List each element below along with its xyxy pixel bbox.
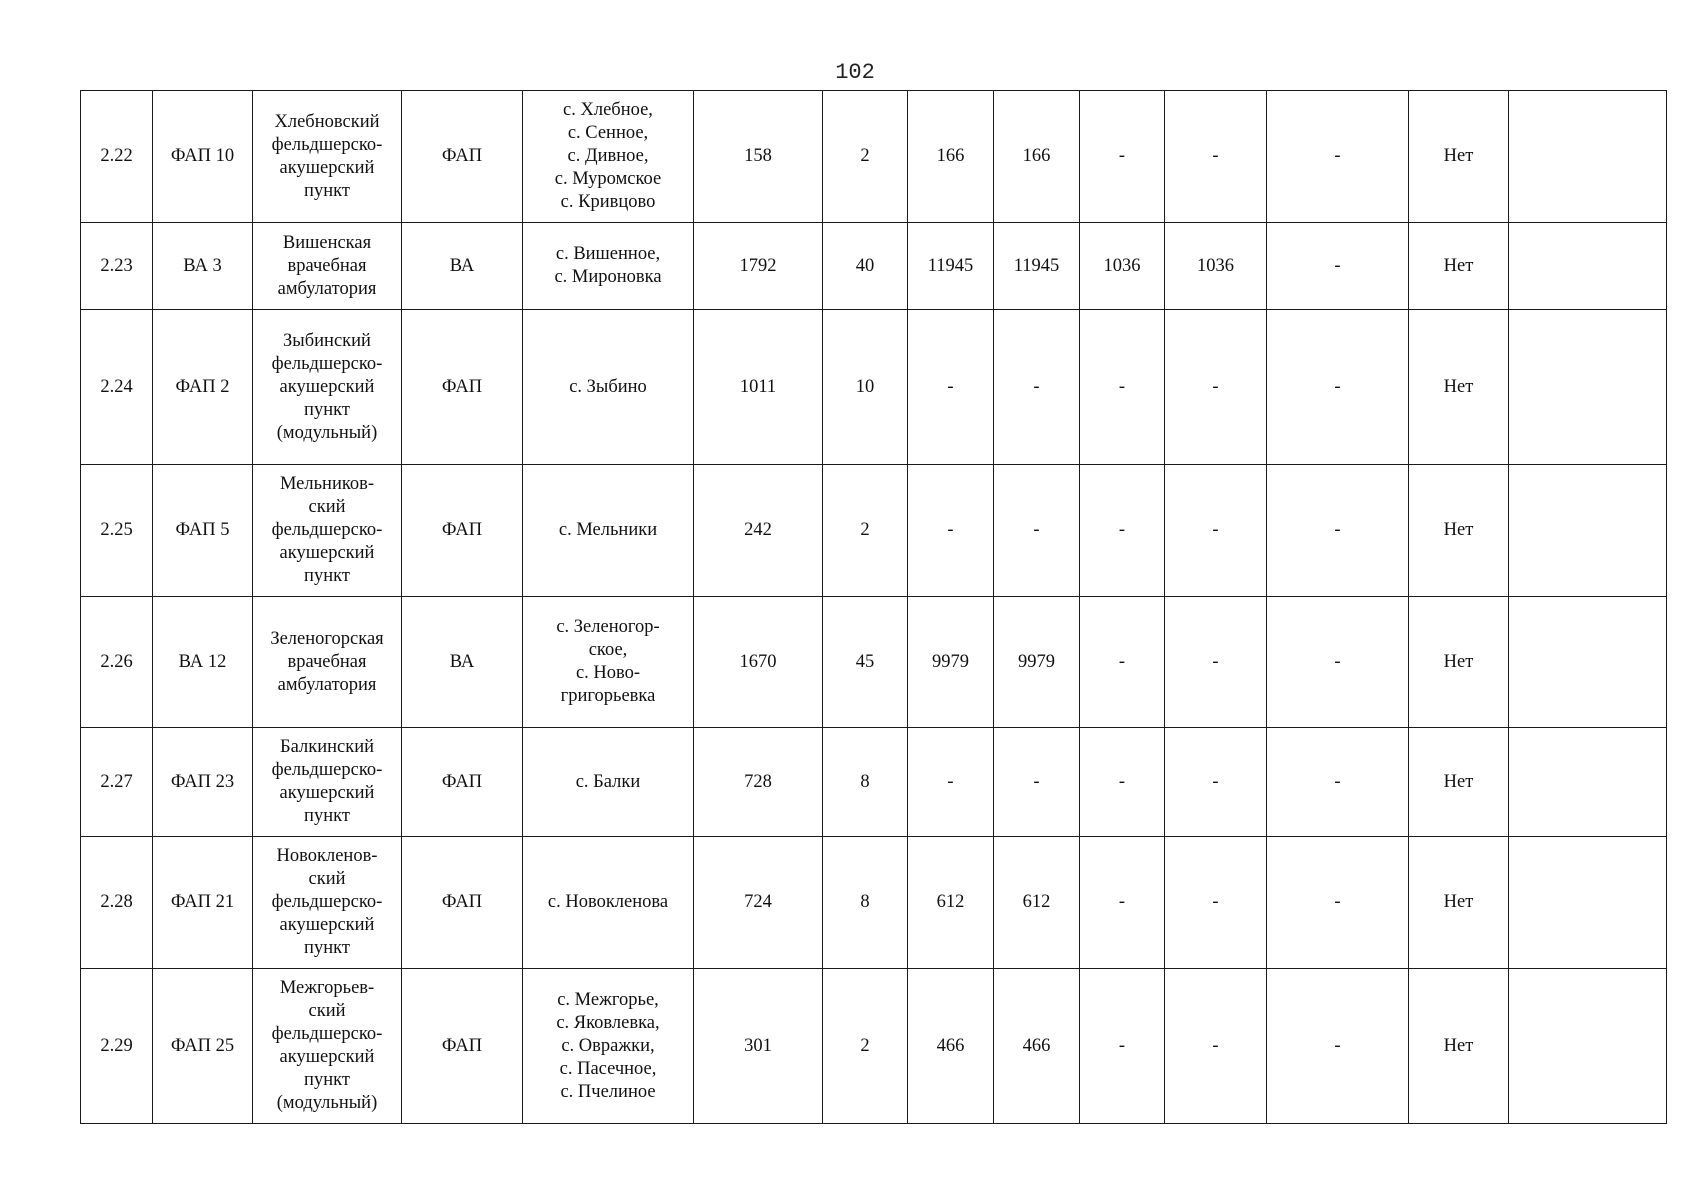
cell-col8: 9979 [908,597,994,728]
table-row [81,91,1667,223]
table-row [81,597,1667,728]
cell-col8: - [908,728,994,837]
cell-col13: Нет [1409,465,1509,597]
cell-name: Зыбинский фельдшерско- акушерский пункт (модульный) [253,310,402,465]
cell-villages: с. Хлебное, с. Сенное, с. Дивное, с. Муромское с. Кривцово [523,91,694,223]
cell-col6: 728 [694,728,823,837]
cell-col10: - [1080,310,1165,465]
cell-villages: с. Новокленова [523,837,694,969]
cell-col10: - [1080,837,1165,969]
cell-type: ФАП [402,837,523,969]
cell-villages: с. Балки [523,728,694,837]
cell-col6: 724 [694,837,823,969]
cell-col14 [1509,223,1667,310]
cell-col10: - [1080,91,1165,223]
cell-name: Балкинский фельдшерско- акушерский пункт [253,728,402,837]
cell-type: ФАП [402,91,523,223]
cell-col9: - [994,310,1080,465]
cell-col7: 2 [823,969,908,1124]
cell-col7: 45 [823,597,908,728]
cell-type: ФАП [402,969,523,1124]
cell-code: ФАП 2 [153,310,253,465]
cell-col10: - [1080,969,1165,1124]
cell-number: 2.28 [81,837,153,969]
cell-number: 2.27 [81,728,153,837]
cell-col6: 1792 [694,223,823,310]
facilities-table [80,90,1667,1124]
cell-col9: - [994,728,1080,837]
cell-col13: Нет [1409,969,1509,1124]
cell-name: Зеленогорская врачебная амбулатория [253,597,402,728]
cell-col7: 10 [823,310,908,465]
cell-name: Межгорьев- ский фельдшерско- акушерский пункт (модульный) [253,969,402,1124]
cell-col11: - [1165,728,1267,837]
cell-col9: 612 [994,837,1080,969]
cell-type: ВА [402,597,523,728]
table-row [81,465,1667,597]
cell-col12: - [1267,91,1409,223]
cell-col12: - [1267,837,1409,969]
cell-code: ФАП 21 [153,837,253,969]
cell-villages: с. Зеленогор- ское, с. Ново- григорьевка [523,597,694,728]
cell-name: Мельников- ский фельдшерско- акушерский пункт [253,465,402,597]
cell-col10: - [1080,728,1165,837]
cell-col10: - [1080,465,1165,597]
cell-code: ВА 12 [153,597,253,728]
cell-name: Вишенская врачебная амбулатория [253,223,402,310]
cell-col12: - [1267,465,1409,597]
cell-col12: - [1267,969,1409,1124]
cell-col8: 166 [908,91,994,223]
cell-code: ФАП 23 [153,728,253,837]
cell-col7: 40 [823,223,908,310]
cell-col10: 1036 [1080,223,1165,310]
cell-col14 [1509,837,1667,969]
cell-name: Хлебновский фельдшерско- акушерский пункт [253,91,402,223]
cell-villages: с. Межгорье, с. Яковлевка, с. Овражки, с. Пасечное, с. Пчелиное [523,969,694,1124]
cell-col14 [1509,91,1667,223]
cell-col8: 612 [908,837,994,969]
cell-col7: 2 [823,91,908,223]
cell-number: 2.22 [81,91,153,223]
cell-col8: - [908,310,994,465]
cell-number: 2.26 [81,597,153,728]
cell-type: ФАП [402,465,523,597]
cell-col12: - [1267,728,1409,837]
cell-col7: 8 [823,837,908,969]
cell-col14 [1509,728,1667,837]
cell-villages: с. Мельники [523,465,694,597]
cell-col14 [1509,465,1667,597]
cell-col7: 2 [823,465,908,597]
table-row [81,969,1667,1124]
cell-number: 2.24 [81,310,153,465]
cell-col13: Нет [1409,310,1509,465]
cell-col6: 301 [694,969,823,1124]
cell-col10: - [1080,597,1165,728]
cell-col14 [1509,969,1667,1124]
cell-number: 2.23 [81,223,153,310]
cell-type: ФАП [402,310,523,465]
cell-col9: 9979 [994,597,1080,728]
cell-col9: 166 [994,91,1080,223]
cell-code: ФАП 25 [153,969,253,1124]
cell-col13: Нет [1409,597,1509,728]
cell-col13: Нет [1409,91,1509,223]
cell-col11: - [1165,597,1267,728]
cell-col11: - [1165,837,1267,969]
cell-col8: 11945 [908,223,994,310]
cell-villages: с. Зыбино [523,310,694,465]
cell-col12: - [1267,310,1409,465]
cell-col13: Нет [1409,837,1509,969]
cell-col11: 1036 [1165,223,1267,310]
table-row [81,310,1667,465]
cell-col14 [1509,310,1667,465]
cell-col9: - [994,465,1080,597]
cell-col9: 466 [994,969,1080,1124]
cell-col12: - [1267,597,1409,728]
cell-col6: 158 [694,91,823,223]
page-number: 102 [835,60,875,85]
cell-col7: 8 [823,728,908,837]
cell-col6: 1011 [694,310,823,465]
table-row [81,837,1667,969]
cell-col14 [1509,597,1667,728]
cell-col6: 1670 [694,597,823,728]
cell-col9: 11945 [994,223,1080,310]
cell-col8: - [908,465,994,597]
cell-col11: - [1165,91,1267,223]
table-row [81,223,1667,310]
cell-col12: - [1267,223,1409,310]
cell-col13: Нет [1409,728,1509,837]
cell-type: ВА [402,223,523,310]
cell-col6: 242 [694,465,823,597]
cell-col8: 466 [908,969,994,1124]
cell-code: ВА 3 [153,223,253,310]
cell-type: ФАП [402,728,523,837]
cell-code: ФАП 10 [153,91,253,223]
cell-name: Новокленов- ский фельдшерско- акушерский пункт [253,837,402,969]
cell-villages: с. Вишенное, с. Мироновка [523,223,694,310]
cell-code: ФАП 5 [153,465,253,597]
cell-col11: - [1165,969,1267,1124]
cell-col13: Нет [1409,223,1509,310]
cell-number: 2.29 [81,969,153,1124]
cell-col11: - [1165,310,1267,465]
cell-number: 2.25 [81,465,153,597]
table-row [81,728,1667,837]
cell-col11: - [1165,465,1267,597]
